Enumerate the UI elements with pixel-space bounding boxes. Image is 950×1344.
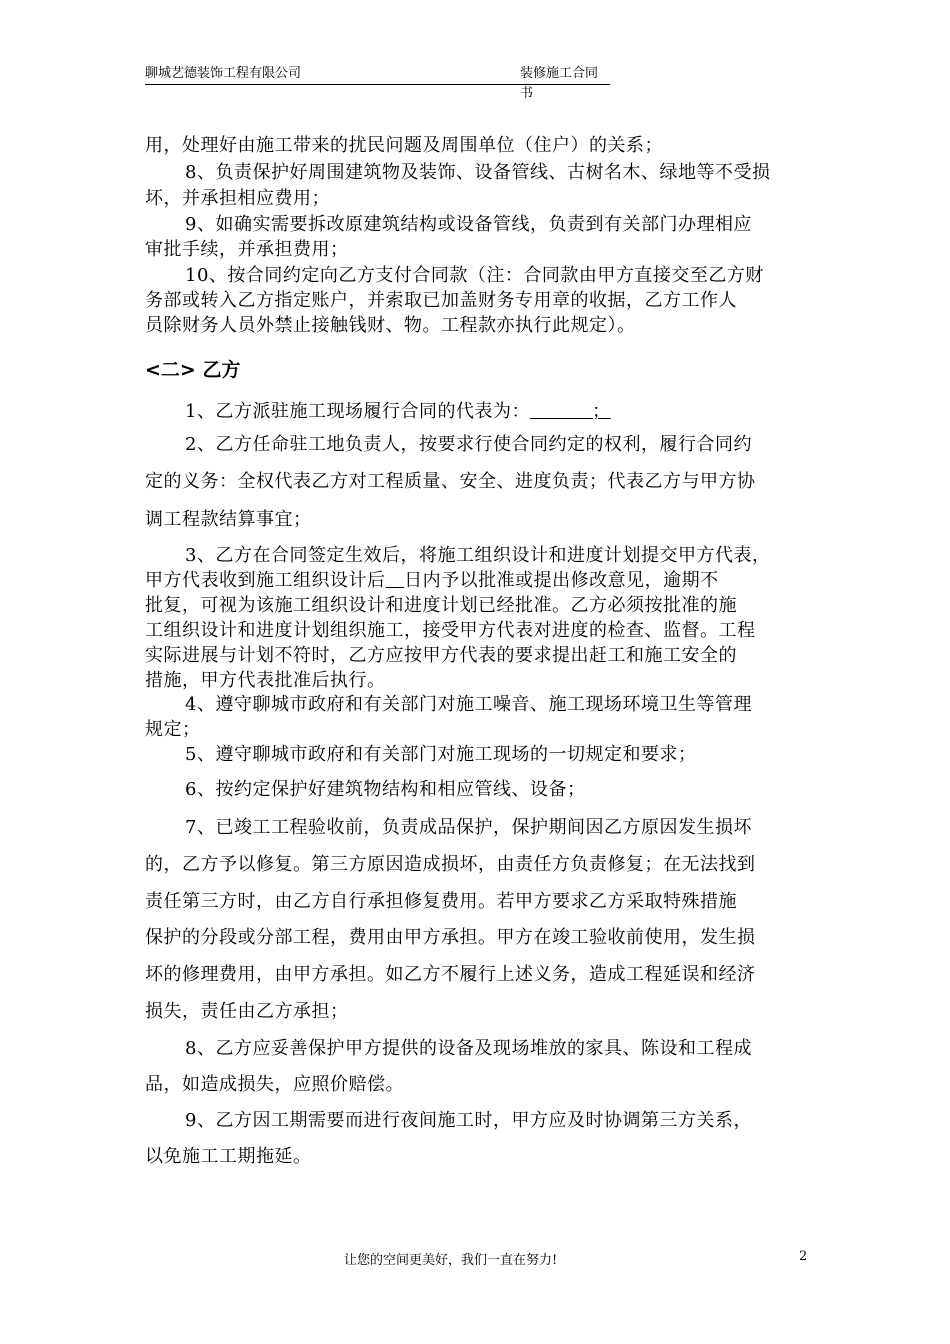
party-b-item7-cont4: 坏的修理费用，由甲方承担。如乙方不履行上述义务，造成工程延误和经济 [145, 964, 756, 985]
party-b-item4: 4、遵守聊城市政府和有关部门对施工噪音、施工现场环境卫生等管理 [185, 694, 752, 715]
party-a-item9: 9、如确实需要拆改原建筑结构或设备管线，负责到有关部门办理相应 [185, 214, 752, 235]
party-b-item2-cont2: 调工程款结算事宜； [145, 509, 312, 530]
party-b-item3-cont3: 工组织设计和进度计划组织施工，接受甲方代表对进度的检查、监督。工程 [145, 620, 756, 641]
party-b-item8: 8、乙方应妥善保护甲方提供的设备及现场堆放的家具、陈设和工程成 [185, 1038, 752, 1059]
party-b-item9-cont: 以免施工工期拖延。 [145, 1146, 312, 1167]
party-a-item10-cont1: 务部或转入乙方指定账户，并索取已加盖财务专用章的收据，乙方工作人 [145, 290, 737, 311]
party-b-item5: 5、遵守聊城市政府和有关部门对施工现场的一切规定和要求； [185, 744, 697, 765]
party-a-item8: 8、负责保护好周围建筑物及装饰、设备管线、古树名木、绿地等不受损 [185, 162, 771, 183]
header-doc-title: 装修施工合同书 [520, 66, 599, 101]
party-b-item8-cont: 品，如造成损失，应照价赔偿。 [145, 1074, 404, 1095]
page-number: 2 [799, 1249, 808, 1264]
party-b-item2: 2、乙方任命驻工地负责人，按要求行使合同约定的权利，履行合同约 [185, 434, 752, 455]
party-b-item4-cont: 规定； [145, 719, 201, 740]
section-heading-party-b: <二> 乙方 [145, 359, 241, 381]
representative-blank: ； [529, 401, 611, 422]
days-blank [386, 570, 405, 591]
page-header [145, 64, 610, 101]
party-b-item1: 1、乙方派驻施工现场履行合同的代表为： ； [185, 401, 611, 422]
party-b-item6: 6、按约定保护好建筑物结构和相应管线、设备； [185, 779, 586, 800]
party-b-item7: 7、已竣工工程验收前，负责成品保护，保护期间因乙方原因发生损坏 [185, 817, 752, 838]
header-company: 聊城艺德装饰工程有限公司 [145, 66, 302, 81]
party-a-item9-cont: 审批手续，并承担费用； [145, 239, 349, 260]
party-b-item7-cont2: 责任第三方时，由乙方自行承担修复费用。若甲方要求乙方采取特殊措施 [145, 891, 737, 912]
party-a-item10: 10、按合同约定向乙方支付合同款（注：合同款由甲方直接交至乙方财 [185, 265, 764, 286]
party-b-item3-cont2: 批复，可视为该施工组织设计和进度计划已经批准。乙方必须按批准的施 [145, 595, 737, 616]
party-a-line: 用，处理好由施工带来的扰民问题及周围单位（住户）的关系； [145, 135, 663, 156]
party-b-item9: 9、乙方因工期需要而进行夜间施工时，甲方应及时协调第三方关系， [185, 1110, 752, 1131]
party-a-item8-cont: 坏，并承担相应费用； [145, 188, 330, 209]
party-b-item3: 3、乙方在合同签定生效后，将施工组织设计和进度计划提交甲方代表， [185, 545, 771, 566]
party-b-item7-cont3: 保护的分段或分部工程，费用由甲方承担。甲方在竣工验收前使用，发生损 [145, 927, 756, 948]
party-b-item3-cont1: 甲方代表收到施工组织设计后 日内予以批准或提出修改意见，逾期不 [145, 570, 719, 591]
party-a-item10-cont2: 员除财务人员外禁止接触钱财、物。工程款亦执行此规定）。 [145, 315, 636, 336]
party-b-item7-cont1: 的，乙方予以修复。第三方原因造成损坏，由责任方负责修复；在无法找到 [145, 854, 756, 875]
party-b-item7-cont5: 损失，责任由乙方承担； [145, 1001, 349, 1022]
party-b-item3-cont4: 实际进展与计划不符时，乙方应按甲方代表的要求提出赶工和施工安全的 [145, 645, 737, 666]
party-b-item3-cont5: 措施，甲方代表批准后执行。 [145, 670, 386, 691]
party-b-item2-cont1: 定的义务：全权代表乙方对工程质量、安全、进度负责；代表乙方与甲方协 [145, 471, 756, 492]
footer-slogan: 让您的空间更美好，我们一直在努力! [344, 1253, 558, 1268]
